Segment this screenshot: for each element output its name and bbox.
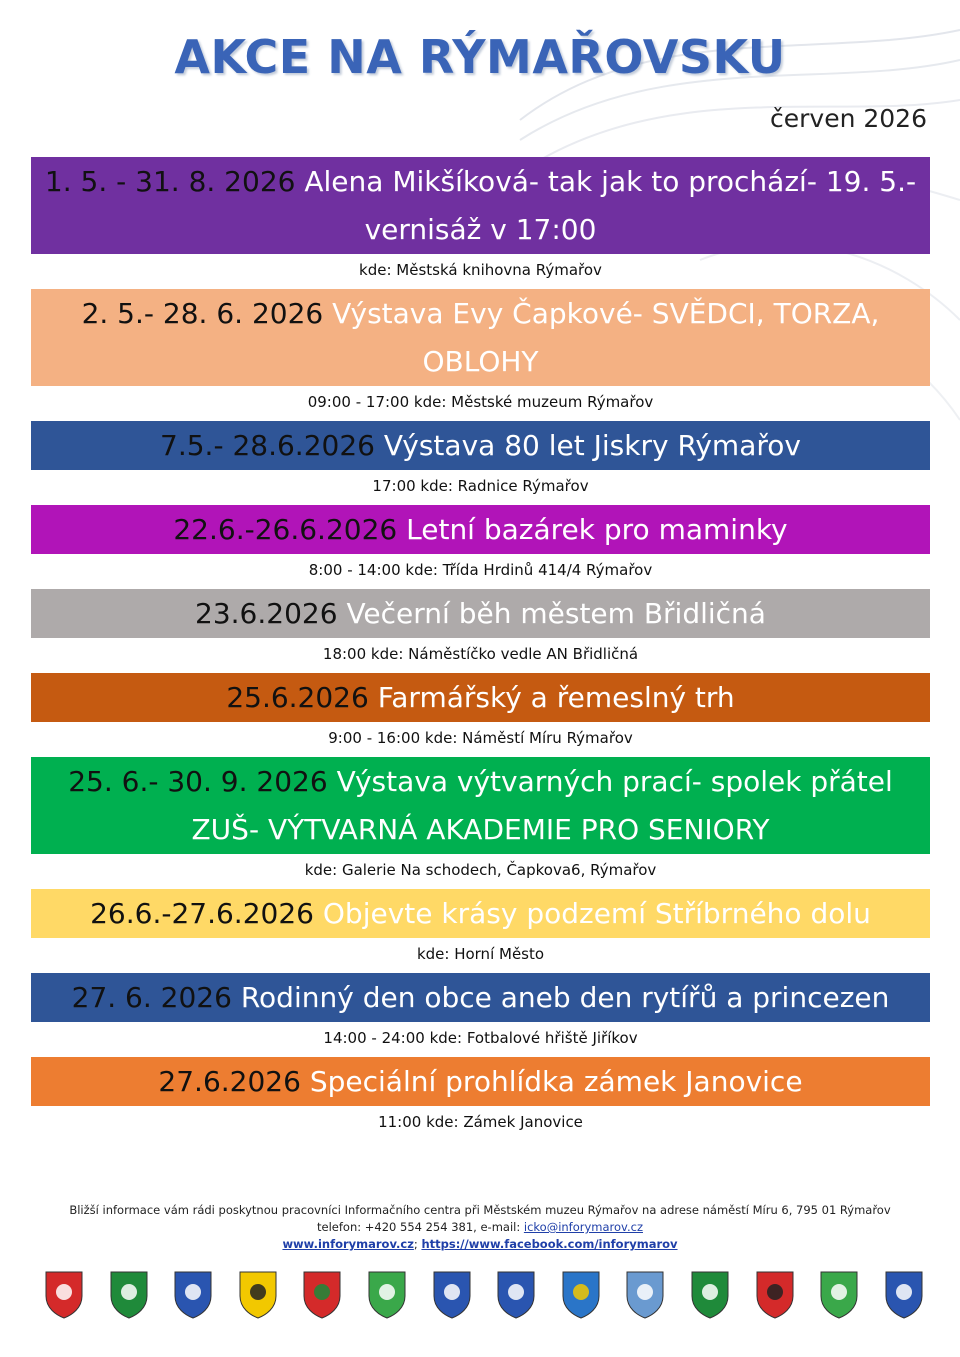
event-name: Objevte krásy podzemí Stříbrného dolu xyxy=(322,897,871,930)
event-item xyxy=(31,889,930,967)
event-item xyxy=(31,757,930,883)
crest-quartered-icon xyxy=(302,1270,342,1320)
event-bar xyxy=(31,421,930,470)
crest-plant-icon xyxy=(819,1270,859,1320)
event-item xyxy=(31,589,930,667)
event-bar xyxy=(31,673,930,722)
event-detail: kde: Galerie Na schodech, Čapkova6, Rýmařov xyxy=(304,861,657,879)
event-bar xyxy=(31,505,930,554)
event-date: 1. 5. - 31. 8. 2026 xyxy=(44,165,296,198)
facebook-link[interactable]: https://www.facebook.com/inforymarov xyxy=(421,1237,678,1251)
event-detail: 11:00 kde: Zámek Janovice xyxy=(378,1113,583,1131)
event-date: 27. 6. 2026 xyxy=(71,981,232,1014)
event-item xyxy=(31,505,930,583)
event-name: Speciální prohlídka zámek Janovice xyxy=(309,1065,803,1098)
event-detail: kde: Horní Město xyxy=(416,945,545,963)
event-bar xyxy=(31,157,930,254)
footer-info: Bližší informace vám rádi poskytnou pracovníci Informačního centra při Městském muzeu Rýmařov na adrese náměstí Míru 6, 795 01 Rýmařov xyxy=(69,1203,891,1217)
crest-tree-icon xyxy=(690,1270,730,1320)
event-item xyxy=(31,289,930,415)
event-bar xyxy=(31,289,930,386)
event-item xyxy=(31,157,930,283)
event-bar xyxy=(31,889,930,938)
event-name: Farmářský a řemeslný trh xyxy=(377,681,735,714)
event-date: 7.5.- 28.6.2026 xyxy=(160,429,375,462)
crest-fish-icon xyxy=(625,1270,665,1320)
event-name: Letní bazárek pro maminky xyxy=(406,513,788,546)
footer-phone: telefon: +420 554 254 381, e-mail: xyxy=(317,1220,524,1234)
event-bar xyxy=(31,757,930,854)
crest-figure-icon xyxy=(44,1270,84,1320)
website-link[interactable]: www.inforymarov.cz xyxy=(282,1237,414,1251)
crest-goat-icon xyxy=(561,1270,601,1320)
crest-castle-icon xyxy=(432,1270,472,1320)
page-subtitle: červen 2026 xyxy=(770,104,927,133)
event-detail: 17:00 kde: Radnice Rýmařov xyxy=(372,477,589,495)
event-name: Alena Mikšíková- tak jak to prochází- 19. 5.- vernisáž v 17:00 xyxy=(304,165,917,246)
crest-hammers-yellow-icon xyxy=(238,1270,278,1320)
event-item xyxy=(31,1057,930,1135)
event-date: 26.6.-27.6.2026 xyxy=(90,897,314,930)
event-date: 25.6.2026 xyxy=(226,681,369,714)
event-date: 27.6.2026 xyxy=(158,1065,301,1098)
event-item xyxy=(31,421,930,499)
event-name: Výstava výtvarných prací- spolek přátel ZUŠ- VÝTVARNÁ AKADEMIE PRO SENIORY xyxy=(191,765,893,846)
crest-cross-icon xyxy=(367,1270,407,1320)
event-detail: 09:00 - 17:00 kde: Městské muzeum Rýmařov xyxy=(307,393,654,411)
event-name: Večerní běh městem Břidličná xyxy=(346,597,766,630)
footer xyxy=(0,1202,960,1253)
event-name: Výstava 80 let Jiskry Rýmařov xyxy=(383,429,801,462)
crest-eagle-icon xyxy=(755,1270,795,1320)
municipality-crests xyxy=(44,1270,924,1320)
event-bar xyxy=(31,973,930,1022)
event-bar xyxy=(31,1057,930,1106)
event-detail: 9:00 - 16:00 kde: Náměstí Míru Rýmařov xyxy=(328,729,633,747)
event-item xyxy=(31,673,930,751)
crest-grapes-icon xyxy=(496,1270,536,1320)
footer-contact xyxy=(0,1219,960,1236)
event-detail: 18:00 kde: Náměstíčko vedle AN Břidličná xyxy=(322,645,639,663)
event-list xyxy=(31,157,930,1141)
event-date: 22.6.-26.6.2026 xyxy=(173,513,398,546)
crest-hammers-green-icon xyxy=(109,1270,149,1320)
event-date: 23.6.2026 xyxy=(195,597,338,630)
page-title: AKCE NA RÝMAŘOVSKU xyxy=(174,30,786,84)
event-date: 25. 6.- 30. 9. 2026 xyxy=(68,765,328,798)
event-bar xyxy=(31,589,930,638)
event-item xyxy=(31,973,930,1051)
footer-links xyxy=(0,1236,960,1253)
link-separator: ; xyxy=(413,1237,422,1251)
event-detail: kde: Městská knihovna Rýmařov xyxy=(359,261,602,279)
event-detail: 14:00 - 24:00 kde: Fotbalové hřiště Jiříkov xyxy=(323,1029,638,1047)
event-name: Výstava Evy Čapkové- SVĚDCI, TORZA, OBLOHY xyxy=(332,297,880,378)
event-name: Rodinný den obce aneb den rytířů a princezen xyxy=(240,981,890,1014)
event-detail: 8:00 - 14:00 kde: Třída Hrdinů 414/4 Rýmařov xyxy=(308,561,653,579)
crest-dog-icon xyxy=(884,1270,924,1320)
crest-trees-icon xyxy=(173,1270,213,1320)
event-date: 2. 5.- 28. 6. 2026 xyxy=(81,297,324,330)
email-link[interactable]: icko@inforymarov.cz xyxy=(523,1220,643,1234)
